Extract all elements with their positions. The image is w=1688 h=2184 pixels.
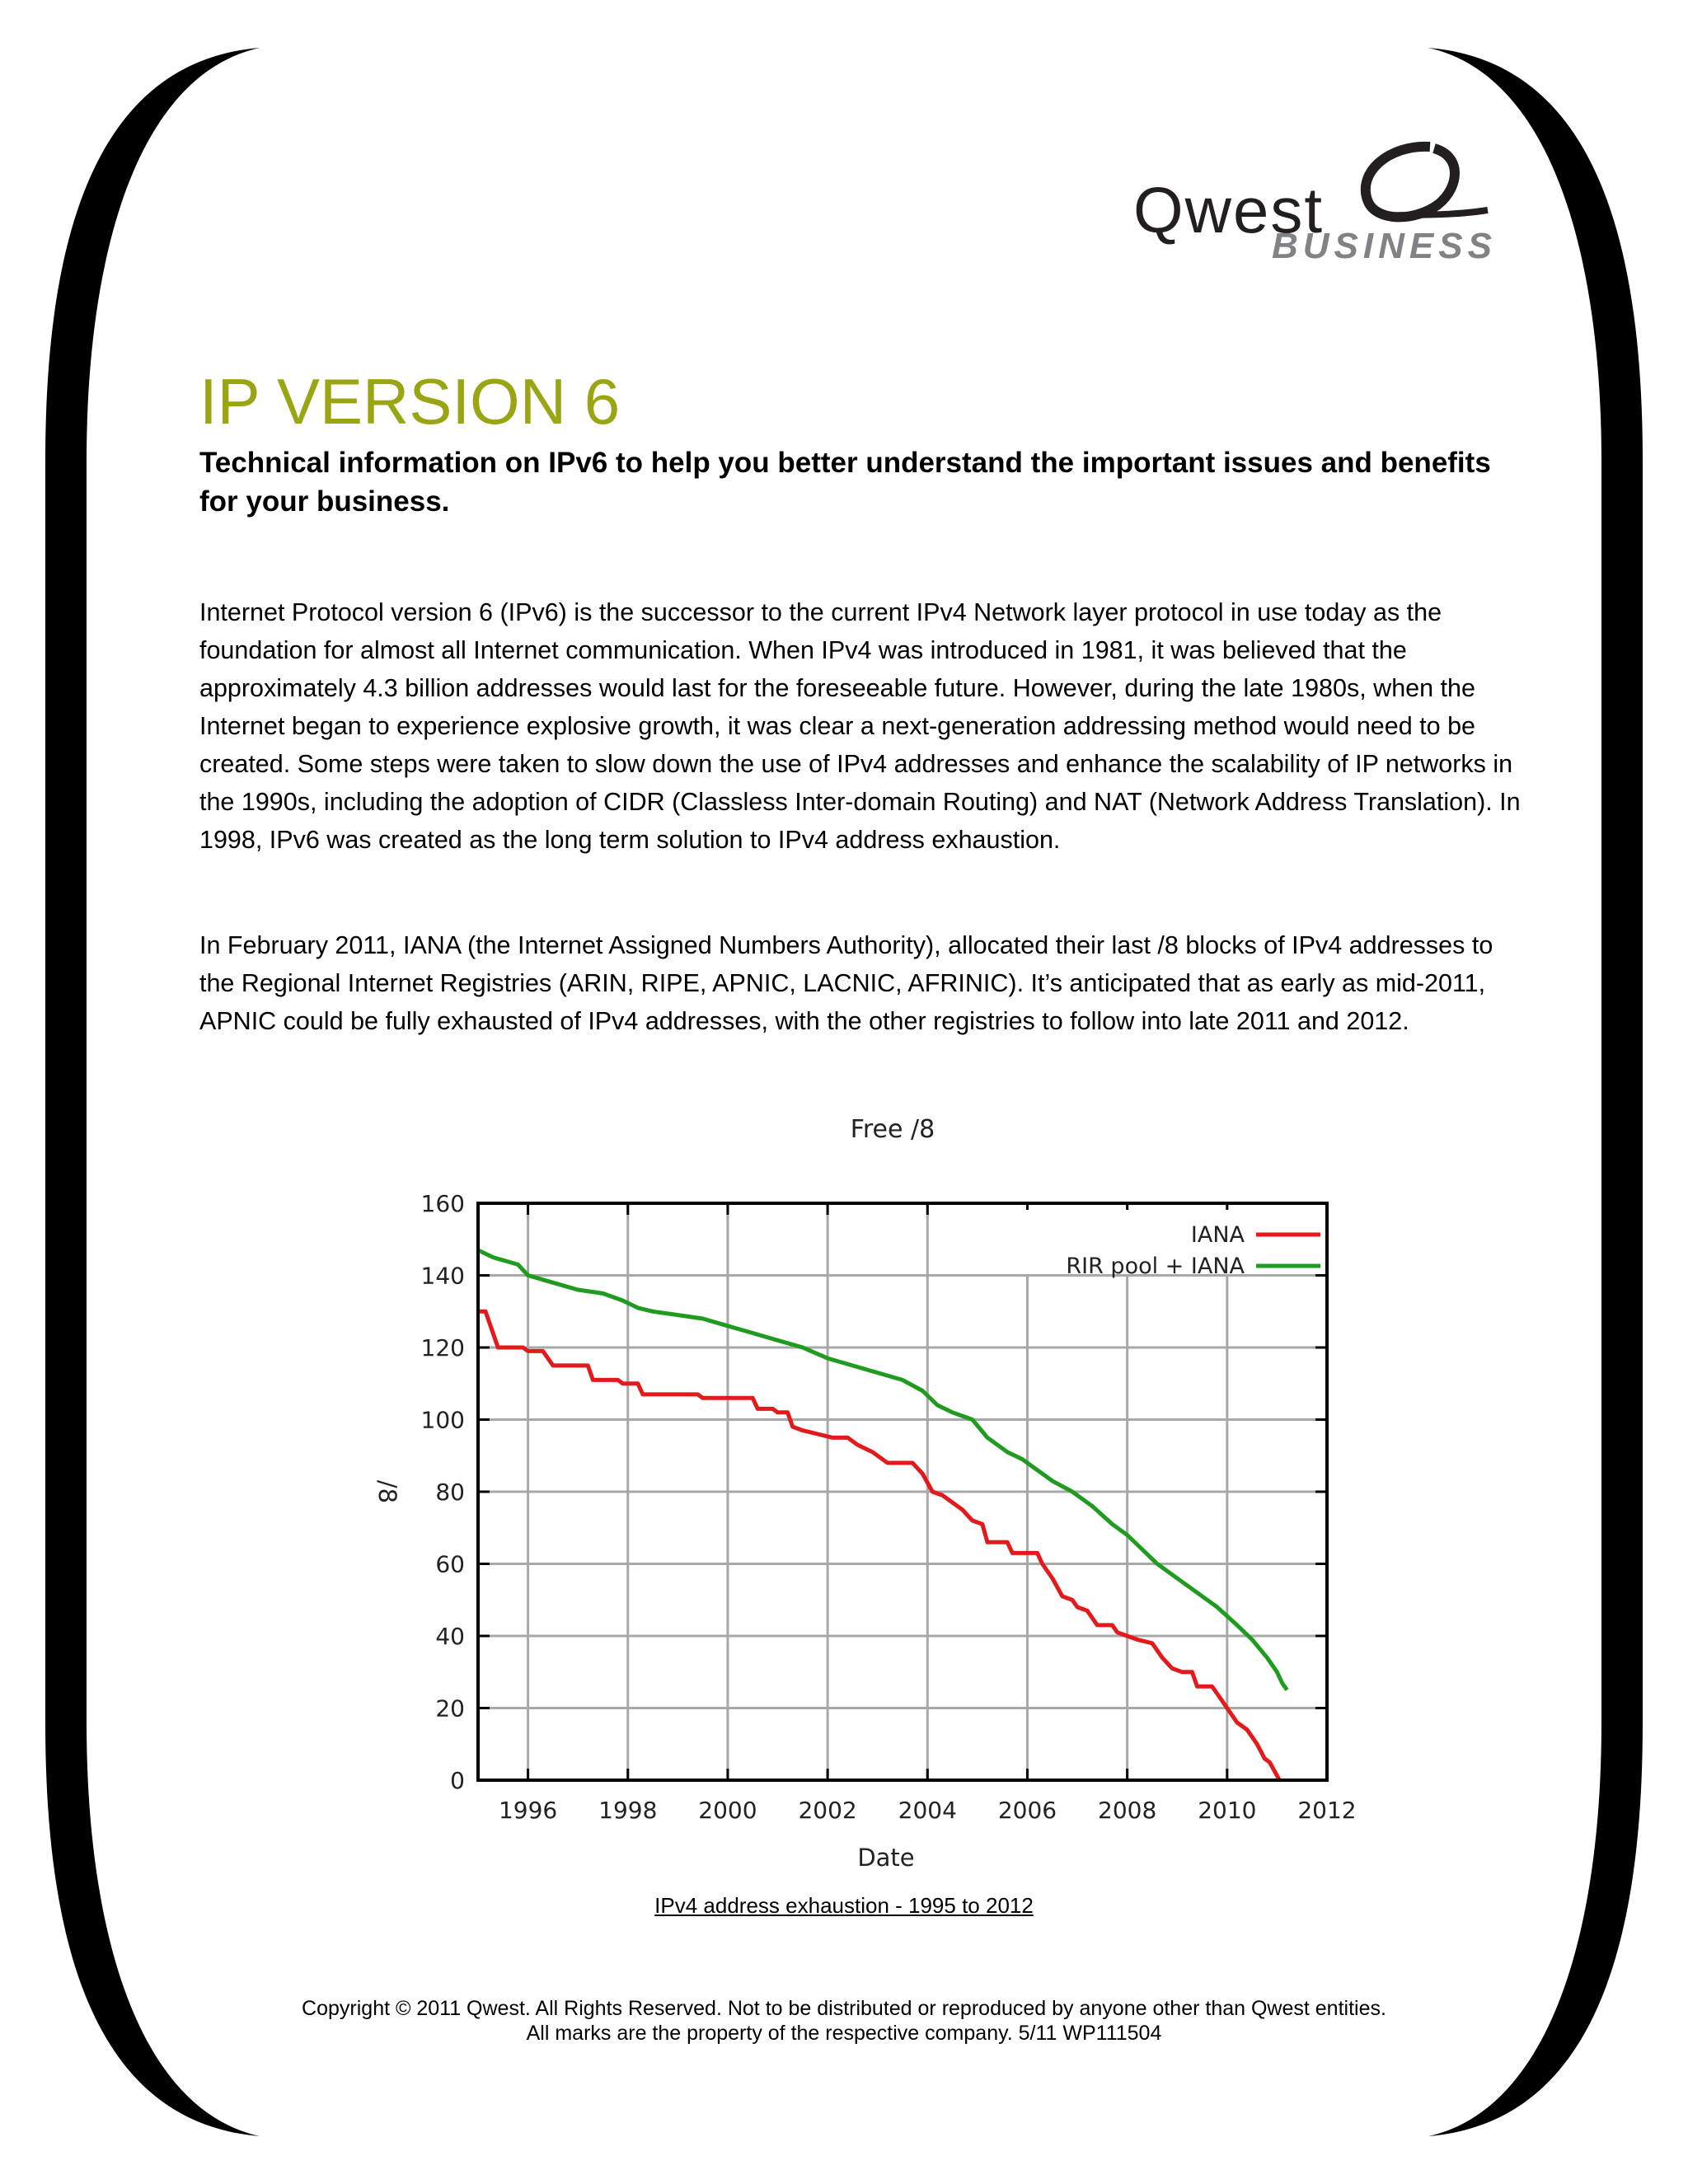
right-bracket bbox=[1428, 48, 1643, 2136]
y-tick-label: 140 bbox=[420, 1262, 465, 1290]
y-tick-label: 120 bbox=[420, 1334, 465, 1361]
x-tick-label: 2008 bbox=[1098, 1797, 1157, 1824]
footer-marks: All marks are the property of the respective company. 5/11 WP111504 bbox=[526, 2022, 1162, 2045]
q-swoosh-icon bbox=[1352, 140, 1492, 235]
left-bracket bbox=[45, 48, 260, 2136]
y-tick-label: 60 bbox=[435, 1550, 465, 1578]
body-paragraph: Internet Protocol version 6 (IPv6) is the successor to the current IPv4 Network layer protocol in use today as the foundation for almost all Internet communication. When IPv4 was introduced in 1981, it was believed that the approximately 4.3 billion addresses would last for the foreseeable future. However, during the late 1980s, when the Internet began to experience explosive growth, it was clear a next-generation addressing method would need to be created. Some steps were taken to slow down the use of IPv4 addresses and enhance the scalability of IP networks in the 1990s, including the adoption of CIDR (Classless Inter-domain Routing) and NAT (Network Address Translation). In 1998, IPv6 was created as the long term solution to IPv4 address exhaustion. bbox=[199, 598, 1521, 854]
y-axis-label: /8 bbox=[373, 1479, 401, 1504]
x-tick-label: 2004 bbox=[898, 1797, 957, 1824]
y-tick-label: 80 bbox=[435, 1479, 465, 1506]
y-tick-label: 160 bbox=[420, 1190, 465, 1217]
logo-wordmark: Qwest bbox=[1133, 174, 1325, 246]
page-subtitle: Technical information on IPv6 to help you better understand the important issues and benefits for your business. bbox=[199, 447, 1491, 518]
x-tick-label: 2006 bbox=[997, 1797, 1057, 1824]
x-axis-label: Date bbox=[857, 1844, 915, 1872]
x-tick-label: 2010 bbox=[1198, 1797, 1257, 1824]
body-paragraph: In February 2011, IANA (the Internet Assigned Numbers Authority), allocated their last /8 blocks of IPv4 addresses to the Regional Internet Registries (ARIN, RIPE, APNIC, LACNIC, AFRINIC). It’s anticipated that as early as mid-2011, APNIC could be fully exhausted of IPv4 addresses, with the other registries to follow into late 2011 and 2012. bbox=[199, 931, 1493, 1035]
x-tick-label: 2000 bbox=[698, 1797, 757, 1824]
y-tick-label: 100 bbox=[420, 1406, 465, 1434]
qwest-business-logo bbox=[1133, 140, 1496, 272]
series-line-iana bbox=[478, 1311, 1279, 1780]
x-tick-label: 1996 bbox=[498, 1797, 558, 1824]
x-tick-label: 2002 bbox=[798, 1797, 857, 1824]
x-tick-label: 2012 bbox=[1297, 1797, 1357, 1824]
x-tick-label: 1998 bbox=[598, 1797, 658, 1824]
logo-tagline: BUSINESS bbox=[1272, 226, 1497, 266]
y-tick-label: 0 bbox=[450, 1767, 465, 1794]
series-line-rir-pool-iana bbox=[478, 1250, 1287, 1690]
chart-caption: IPv4 address exhaustion - 1995 to 2012 bbox=[654, 1893, 1034, 1918]
chart-title: Free /8 bbox=[850, 1115, 935, 1144]
y-tick-label: 20 bbox=[435, 1694, 465, 1722]
legend-label: IANA bbox=[1190, 1222, 1245, 1248]
ipv4-exhaustion-chart bbox=[346, 1104, 1368, 1879]
legend-label: RIR pool + IANA bbox=[1066, 1254, 1245, 1279]
page-title: IP VERSION 6 bbox=[199, 365, 621, 438]
footer-copyright: Copyright © 2011 Qwest. All Rights Reserved. Not to be distributed or reproduced by anyone other than Qwest entities. bbox=[302, 1997, 1386, 2020]
y-tick-label: 40 bbox=[435, 1623, 465, 1650]
